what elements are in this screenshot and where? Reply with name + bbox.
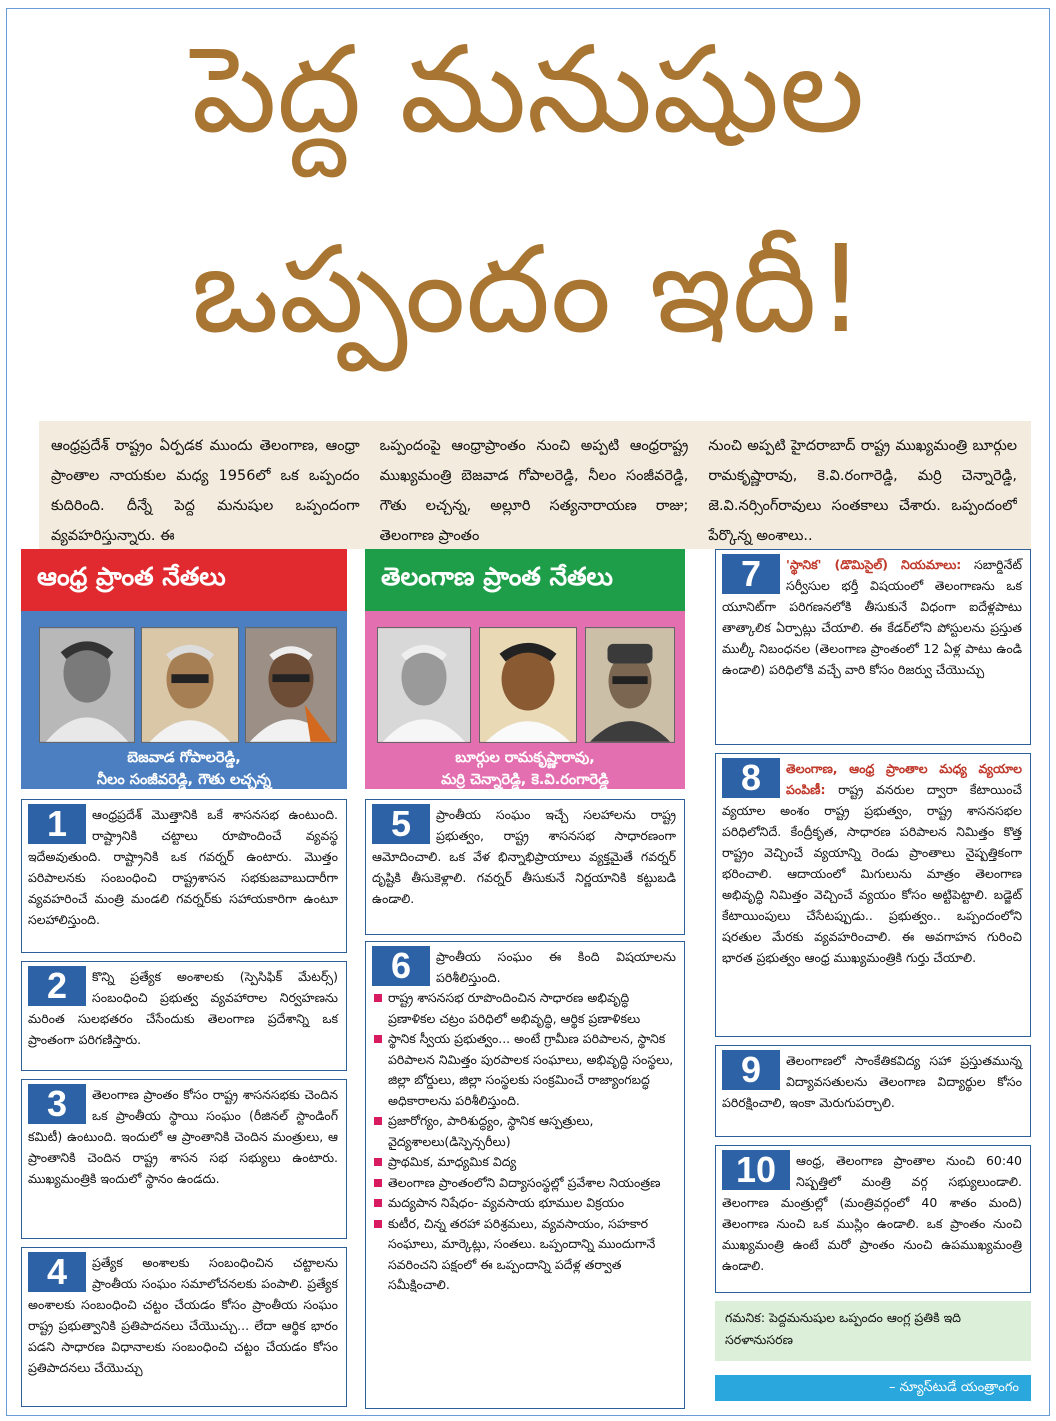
andhra-leaders-names: బెజవాడ గోపాలరెడ్డి, నీలం సంజీవరెడ్డి, గౌతు లచ్చన్న [96, 750, 272, 788]
point-6-item: ప్రాథమిక, మాధ్యమిక విద్య [372, 1152, 676, 1173]
point-6 [365, 941, 685, 1409]
point-4 [21, 1247, 347, 1407]
point-5-text: ప్రాంతీయ సంఘం ఇచ్చే సలహాలను రాష్ట్ర ప్రభుత్వం, రాష్ట్ర శాసనసభ సాధారణంగా ఆమోదించాలి. ఒక వేళ భిన్నాభిప్రాయాలు వ్యక్తమైతే గవర్నర్ దృష్టికి తీసుకెళ్లాలి. గవర్నర్ తీసుకునే నిర్ణయానికి కట్టుబడి ఉండాలి. [372, 807, 676, 906]
point-1-number: 1 [28, 804, 86, 844]
point-6-item: తెలంగాణ ప్రాంతంలోని విద్యాసంస్థల్లో ప్రవేశాల నియంత్రణ [372, 1173, 676, 1194]
point-10 [715, 1145, 1031, 1293]
point-2-number: 2 [28, 966, 86, 1006]
point-6-list [372, 988, 676, 1296]
point-7-heading: 'స్థానిక' (డొమిసైల్) నియమాలు: [786, 557, 962, 572]
point-3-number: 3 [28, 1084, 86, 1124]
headline-line-2: ఒప్పందం ఇదీ! [191, 221, 865, 360]
intro-box [39, 421, 1031, 549]
point-1-text: ఆంధ్రప్రదేశ్ మొత్తానికి ఒకే శాసనసభ ఉంటుంది. రాష్ట్రానికి చట్టాలు రూపొందించే వ్యవస్థ ఇదేఅవుతుంది. రాష్ట్రానికి ఒక గవర్నర్ ఉంటారు. మొత్తం పరిపాలనకు సంబంధించి రాష్ట్రశాసన సభకుజవాబుదారీగా వ్యవహరించే మంత్రి మండలి గవర్నర్‌కు సహాయకారిగా ఉంటూ సలహాలిస్తుంది. [28, 807, 338, 927]
credit-bar: – న్యూస్‌టుడే యంత్రాంగం [715, 1375, 1031, 1401]
point-10-number: 10 [722, 1150, 790, 1190]
point-6-text: ప్రాంతీయ సంఘం ఈ కింది విషయాలను పరిశీలిస్తుంది. [436, 949, 676, 985]
point-6-item: స్థానిక స్వీయ ప్రభుత్వం... అంటే గ్రామీణ పరిపాలన, స్థానిక పరిపాలన నిమిత్తం పురపాలక సంఘాలు, అభివృద్ధి సంస్థలు, జిల్లా బోర్డులు, జిల్లా సంస్థలకు సంక్రమించే రాజ్యాంగబద్ధ అధికారాలను పరిశీలిస్తుంది. [372, 1029, 676, 1111]
leader-photo-rangareddy [585, 627, 675, 743]
point-7-number: 7 [722, 554, 780, 594]
point-1 [21, 799, 347, 953]
andhra-leaders-title: ఆంధ్ర ప్రాంత నేతలు [21, 549, 347, 611]
andhra-leaders-body [21, 611, 347, 789]
point-9-number: 9 [722, 1050, 780, 1090]
point-8-heading: తెలంగాణ, ఆంధ్ర ప్రాంతాల మధ్య వ్యయాల పంపిణీ: [786, 761, 1022, 797]
point-3-text: తెలంగాణ ప్రాంతం కోసం రాష్ట్ర శాసనసభకు చెందిన ఒక ప్రాంతీయ స్థాయి సంఘం (రీజినల్ స్టాండింగ్ కమిటీ) ఉంటుంది. ఇందులో ఆ ప్రాంతానికి చెందిన మంత్రులు, ఆ ప్రాంతానికి చెందిన రాష్ట్ర శాసన సభ సభ్యులు ఉంటారు. ముఖ్యమంత్రికి ఇందులో స్థానం ఉండదు. [28, 1087, 338, 1186]
leader-photo-sanjeevareddy [141, 627, 239, 743]
newspaper-page [6, 8, 1050, 1416]
telangana-leaders-names: బూర్గుల రామకృష్ణారావు, మర్రి చెన్నారెడ్డి, కె.వి.రంగారెడ్డి [441, 750, 609, 788]
leader-photo-ramakrishnarao [377, 627, 471, 743]
telangana-leaders-body [365, 611, 685, 789]
intro-col-3: నుంచి అప్పటి హైదరాబాద్ రాష్ట్ర ముఖ్యమంత్రి బూర్గుల రామకృష్ణారావు, కె.వి.రంగారెడ్డి, మర్రి చెన్నారెడ్డి, జె.వి.నర్సింగ్‌రావులు సంతకాలు చేశారు. ఒప్పందంలో పేర్కొన్న అంశాలు.. [708, 438, 1018, 544]
point-8 [715, 753, 1031, 1037]
point-4-number: 4 [28, 1252, 86, 1292]
point-6-item: మద్యపాన నిషేధం- వ్యవసాయ భూముల విక్రయం [372, 1193, 676, 1214]
leader-photo-lachanna [245, 627, 337, 743]
point-6-number: 6 [372, 946, 430, 986]
point-2 [21, 961, 347, 1071]
andhra-leaders-panel [21, 549, 347, 789]
point-7 [715, 549, 1031, 745]
point-2-text: కొన్ని ప్రత్యేక అంశాలకు (స్పెసిఫిక్ మేటర్స్) సంబంధించి ప్రభుత్వ వ్యవహారాల నిర్వహణను మరింత సులభతరం చేసేందుకు తెలంగాణ ప్రదేశాన్ని ఒక ప్రాంతంగా పరిగణిస్తారు. [28, 969, 338, 1047]
intro-col-2: ఒప్పందంపై ఆంధ్రాప్రాంతం నుంచి అప్పటి ఆంధ్రరాష్ట్ర ముఖ్యమంత్రి బెజవాడ గోపాలరెడ్డి, నీలం సంజీవరెడ్డి, గౌతు లచ్చన్న, అల్లూరి సత్యనారాయణ రాజు; తెలంగాణ ప్రాంతం [379, 438, 689, 544]
point-6-item: కుటీర, చిన్న తరహా పరిశ్రమలు, వ్యవసాయం, సహకార సంఘాలు, మార్కెట్లు, సంతలు. ఒప్పందాన్ని ముందుగానే సవరించని పక్షంలో ఈ ఒప్పందాన్ని పదేళ్ల తర్వాత సమీక్షించాలి. [372, 1214, 676, 1296]
telangana-leaders-title: తెలంగాణ ప్రాంత నేతలు [365, 549, 685, 611]
note-box: గమనిక: పెద్దమనుషుల ఒప్పందం ఆంగ్ల ప్రతికి ఇది సరళానుసరణ [715, 1301, 1031, 1361]
leader-photo-chennareddy [479, 627, 577, 743]
point-5 [365, 799, 685, 935]
point-5-number: 5 [372, 804, 430, 844]
point-10-text: ఆంధ్ర, తెలంగాణ ప్రాంతాల నుంచి 60:40 నిష్పత్తిలో మంత్రి వర్గ సభ్యులుండాలి. తెలంగాణ మంత్రుల్లో (మంత్రివర్గంలో 40 శాతం మంది) తెలంగాణ నుంచి ఒక ముస్లిం ఉండాలి. ఒక ప్రాంతం నుంచి ముఖ్యమంత్రి ఉంటే మరో ప్రాంతం నుంచి ఉపముఖ్యమంత్రి ఉండాలి. [722, 1153, 1022, 1273]
point-9 [715, 1045, 1031, 1137]
headline-line-1: పెద్ద మనుషుల [191, 21, 865, 160]
point-7-body: సబార్డినేట్ సర్వీసుల భర్తీ విషయంలో తెలంగాణను ఒక యూనిట్‌గా పరిగణనలోకి తీసుకునే విధంగా ఐదేళ్లపాటు తాత్కాలిక ఏర్పాట్లు చేయాలి. ఈ కేడర్‌లోని పోస్టులను ప్రస్తుత ముల్కీ నిబంధనల (తెలంగాణ ప్రాంతంలో 12 ఏళ్ల పాటు ఉండి ఉండాలి) పరిధిలోకి వచ్చే వారి కోసం రిజర్వు చేయొచ్చు [722, 557, 1022, 677]
point-3 [21, 1079, 347, 1239]
point-6-item: రాష్ట్ర శాసనసభ రూపొందించిన సాధారణ అభివృద్ధి ప్రణాళికల చట్రం పరిధిలో అభివృద్ధి, ఆర్థిక ప్రణాళికలు [372, 988, 676, 1029]
intro-col-1: ఆంధ్రప్రదేశ్ రాష్ట్రం ఏర్పడక ముందు తెలంగాణ, ఆంధ్రా ప్రాంతాల నాయకుల మధ్య 1956లో ఒక ఒప్పందం కుదిరింది. దీన్నే పెద్ద మనుషుల ఒప్పందంగా వ్యవహరిస్తున్నారు. ఈ [51, 438, 360, 544]
leader-photo-gopalareddy [39, 627, 135, 743]
point-8-body: రాష్ట్ర వనరుల ద్వారా కేటాయించే వ్యయాల అంశం రాష్ట్ర ప్రభుత్వం, రాష్ట్ర శాసనసభల పరిధిలోనిదే. కేంద్రీకృత, సాధారణ పరిపాలన నిమిత్తం కొత్త రాష్ట్రం వెచ్చించే వ్యయాన్ని రెండు ప్రాంతాలు నైష్పత్తికంగా భరించాలి. ఆదాయంలో మిగులును మాత్రం తెలంగాణ అభివృద్ధి నిమిత్తం వెచ్చించే వ్యయం కోసం అట్టిపెట్టాలి. బడ్జెట్ కేటాయింపులు చేసేటప్పుడు.. ప్రభుత్వం.. ఒప్పందంలోని షరతుల మేరకు వ్యవహరించాలి. ఈ అవగాహన గురించి భారత ప్రభుత్వం ఆంధ్ర ముఖ్యమంత్రికి గుర్తు చేయాలి. [722, 782, 1022, 965]
point-9-text: తెలంగాణలో సాంకేతికవిద్య సహా ప్రస్తుతమున్న విద్యావసతులను తెలంగాణ విద్యార్థుల కోసం పరిరక్షించాలి, ఇంకా మెరుగుపర్చాలి. [722, 1053, 1022, 1110]
point-6-item: ప్రజారోగ్యం, పారిశుద్ధ్యం, స్థానిక ఆస్పత్రులు, వైద్యశాలలు(డిస్పెన్సరీలు) [372, 1111, 676, 1152]
point-8-number: 8 [722, 758, 780, 798]
telangana-leaders-panel [365, 549, 685, 789]
point-4-text: ప్రత్యేక అంశాలకు సంబంధించిన చట్టాలను ప్రాంతీయ సంఘం సమాలోచనలకు పంపాలి. ప్రత్యేక అంశాలకు సంబంధించి చట్టం చేయడం కోసం ప్రాంతీయ సంఘం రాష్ట్ర ప్రభుత్వానికి ప్రతిపాదనలు చేయొచ్చు... లేదా ఆర్థిక భారం పడని సాధారణ విధానాలకు సంబంధించి చట్టం చేయడం కోసం ప్రతిపాదనలు చేయొచ్చు [28, 1255, 338, 1375]
